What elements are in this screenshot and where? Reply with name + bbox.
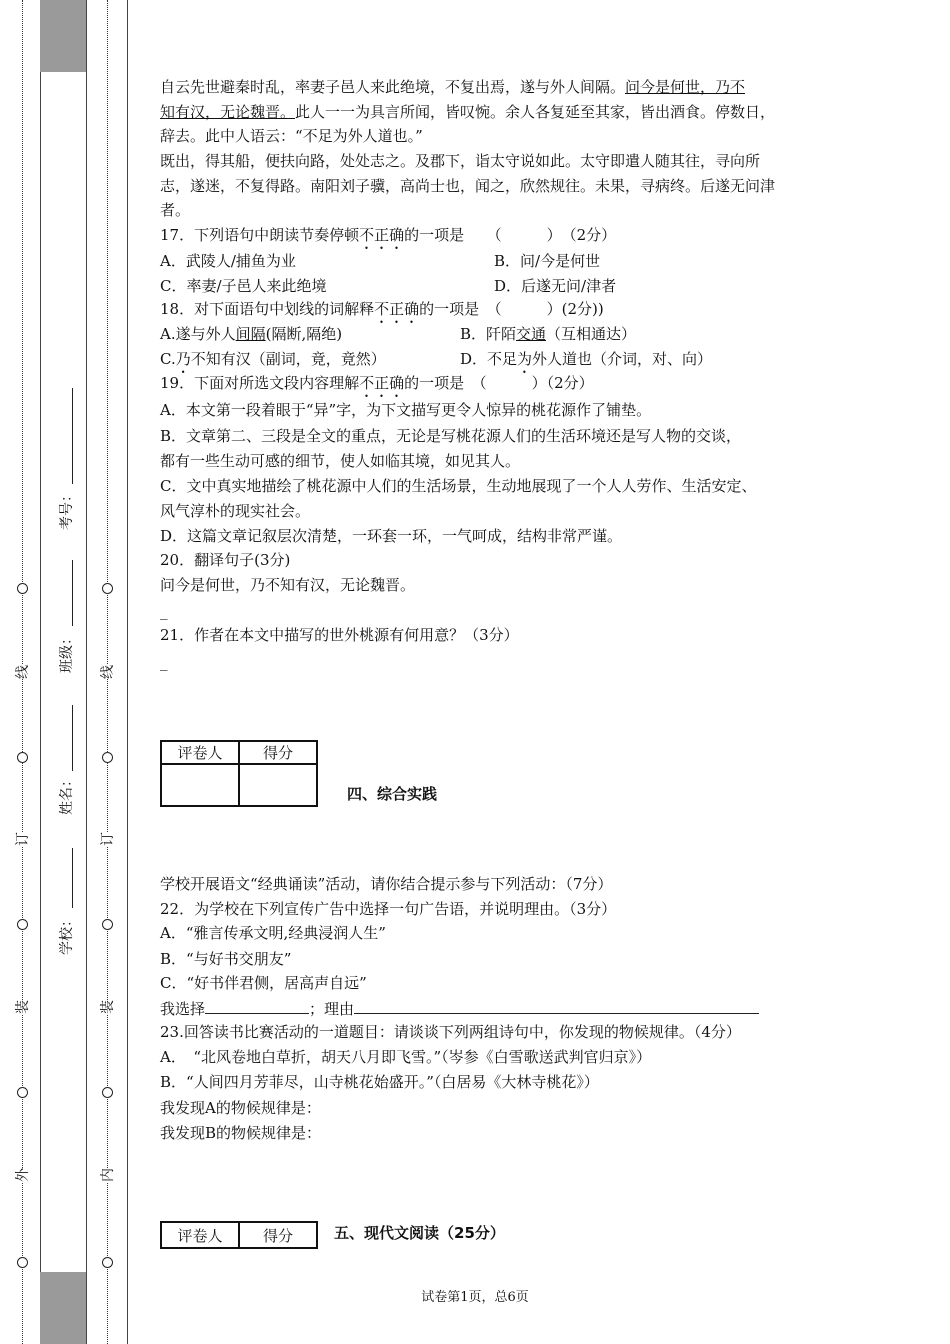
cut-circle: [17, 752, 28, 763]
cut-circle: [102, 1257, 113, 1268]
binding-line: [86, 0, 87, 1344]
option-c: C．率妻/子邑人来此绝境: [160, 277, 327, 295]
option-c: C．“好书伴君侧，居高声自远”: [160, 974, 367, 992]
reason-label: ；理由: [309, 1000, 355, 1018]
answer-line[interactable]: _: [160, 653, 168, 671]
grader-label: 评卷人: [161, 741, 239, 764]
outer-mark: 外: [15, 1168, 31, 1182]
answer-line[interactable]: _: [160, 602, 168, 620]
grader-label: 评卷人: [161, 1222, 239, 1248]
inner-mark: 内: [100, 1168, 116, 1182]
passage-line: 自云先世避秦时乱，率妻子邑人来此绝境，不复出焉，遂与外人间隔。问今是何世，乃不: [160, 78, 746, 96]
inner-mark: 装: [100, 1000, 116, 1014]
option-b: B．“与好书交朋友”: [160, 950, 292, 968]
cut-circle: [102, 919, 113, 930]
answer-row: [160, 998, 759, 1020]
option-b: B．阡陌交通（互相通达）: [460, 325, 637, 343]
exam-no-field-label: 考号：: [59, 488, 75, 530]
name-field-input[interactable]: [72, 705, 73, 771]
school-field-label: 学校：: [59, 913, 75, 955]
question-stem: 17．下列语句中朗读节奏停顿不正确的一项是 （ ） （2分）: [160, 226, 617, 244]
option-a: A．本文第一段着眼于“异”字，为下文描写更令人惊异的桃花源作了铺垫。: [160, 401, 652, 419]
option-b-cont: 都有一些生动可感的细节，使人如临其境，如见其人。: [160, 452, 521, 470]
outer-mark: 线: [15, 665, 31, 679]
cut-circle: [102, 1087, 113, 1098]
binding-gray-band: [40, 1272, 86, 1344]
exam-no-field-input[interactable]: [72, 388, 73, 484]
class-field-input[interactable]: [72, 560, 73, 626]
outer-mark: 订: [15, 832, 31, 846]
option-a: A． “北风卷地白草折，胡天八月即飞雪。”（岑参《白雪歌送武判官归京》）: [160, 1048, 652, 1066]
reason-blank[interactable]: [354, 999, 759, 1014]
score-box: [160, 1221, 318, 1249]
cut-circle: [17, 1257, 28, 1268]
score-box: [160, 740, 318, 807]
choice-blank[interactable]: [205, 999, 309, 1014]
section-4-intro: 学校开展语文“经典诵读”活动，请你结合提示参与下列活动：（7分）: [160, 875, 613, 893]
cut-circle: [17, 583, 28, 594]
score-cell[interactable]: [239, 764, 317, 806]
question-stem: 18．对下面语句中划线的词解释不正确的一项是 （ ）(2分)): [160, 300, 604, 318]
binding-line: [40, 0, 41, 1344]
score-label: 得分: [239, 1222, 317, 1248]
option-d: D．不足为外人道也（介词，对、向）: [460, 350, 713, 368]
binding-line: [127, 0, 128, 1344]
question-20-sentence: 问今是何世，乃不知有汉，无论魏晋。: [160, 576, 416, 594]
option-a: A．武陵人/捕鱼为业: [160, 252, 296, 270]
option-c: C．文中真实地描绘了桃花源中人们的生活场景，生动地展现了一个人人劳作、生活安定、: [160, 477, 757, 495]
question-21-stem: 21．作者在本文中描写的世外桃源有何用意？（3分）: [160, 626, 519, 644]
passage-line: 既出，得其船，便扶向路，处处志之。及郡下，诣太守说如此。太守即遣人随其往，寻向所: [160, 152, 761, 170]
question-20-stem: 20．翻译句子(3分): [160, 551, 291, 569]
option-b: B．“人间四月芳菲尽，山寺桃花始盛开。”（白居易《大林寺桃花》）: [160, 1073, 599, 1091]
option-a: A.遂与外人间隔(隔断,隔绝): [160, 325, 343, 343]
outer-mark: 装: [15, 1000, 31, 1014]
passage-line: 知有汉，无论魏晋。此人一一为具言所闻，皆叹惋。余人各复延至其家，皆出酒食。停数日，: [160, 103, 776, 121]
inner-mark: 订: [100, 832, 116, 846]
option-d: D．后遂无问/津者: [494, 277, 617, 295]
page-footer: 试卷第1页，总6页: [421, 1290, 529, 1305]
question-stem: 23.回答读书比赛活动的一道题目：请谈谈下列两组诗句中，你发现的物候规律。（4分）: [160, 1023, 741, 1041]
class-field-label: 班级：: [59, 631, 75, 673]
answer-a-label: 我发现A的物候规律是：: [160, 1099, 321, 1117]
section-5-title: 五、现代文阅读（25分）: [334, 1224, 505, 1242]
inner-mark: 线: [100, 665, 116, 679]
passage-line: 志，遂迷，不复得路。南阳刘子骥，高尚士也，闻之，欣然规往。未果，寻病终。后遂无问津: [160, 177, 776, 195]
option-d: D．这篇文章记叙层次清楚，一环套一环，一气呵成，结构非常严谨。: [160, 527, 623, 545]
passage-line: 辞去。此中人语云：“不足为外人道也。”: [160, 127, 423, 145]
option-b: B．文章第二、三段是全文的重点，无论是写桃花源人们的生活环境还是写人物的交谈，: [160, 427, 742, 445]
choose-label: 我选择: [160, 1000, 206, 1018]
option-c-cont: 风气淳朴的现实社会。: [160, 502, 311, 520]
option-b: B．问/今是何世: [494, 252, 601, 270]
passage-line: 者。: [160, 201, 191, 219]
cut-circle: [102, 583, 113, 594]
school-field-input[interactable]: [72, 848, 73, 908]
score-label: 得分: [239, 741, 317, 764]
option-a: A．“雅言传承文明,经典浸润人生”: [160, 924, 386, 942]
name-field-label: 姓名：: [59, 773, 75, 815]
cut-circle: [17, 919, 28, 930]
question-stem: 22．为学校在下列宣传广告中选择一句广告语，并说明理由。（3分）: [160, 900, 617, 918]
option-c: C.乃不知有汉（副词，竟，竟然）: [160, 350, 386, 368]
grader-cell[interactable]: [161, 764, 239, 806]
answer-b-label: 我发现B的物候规律是：: [160, 1124, 322, 1142]
cut-circle: [102, 752, 113, 763]
section-4-title: 四、综合实践: [347, 785, 438, 803]
binding-gray-band: [40, 0, 86, 72]
question-stem: 19．下面对所选文段内容理解不正确的一项是 （ ）（2分）: [160, 374, 594, 392]
cut-circle: [17, 1087, 28, 1098]
